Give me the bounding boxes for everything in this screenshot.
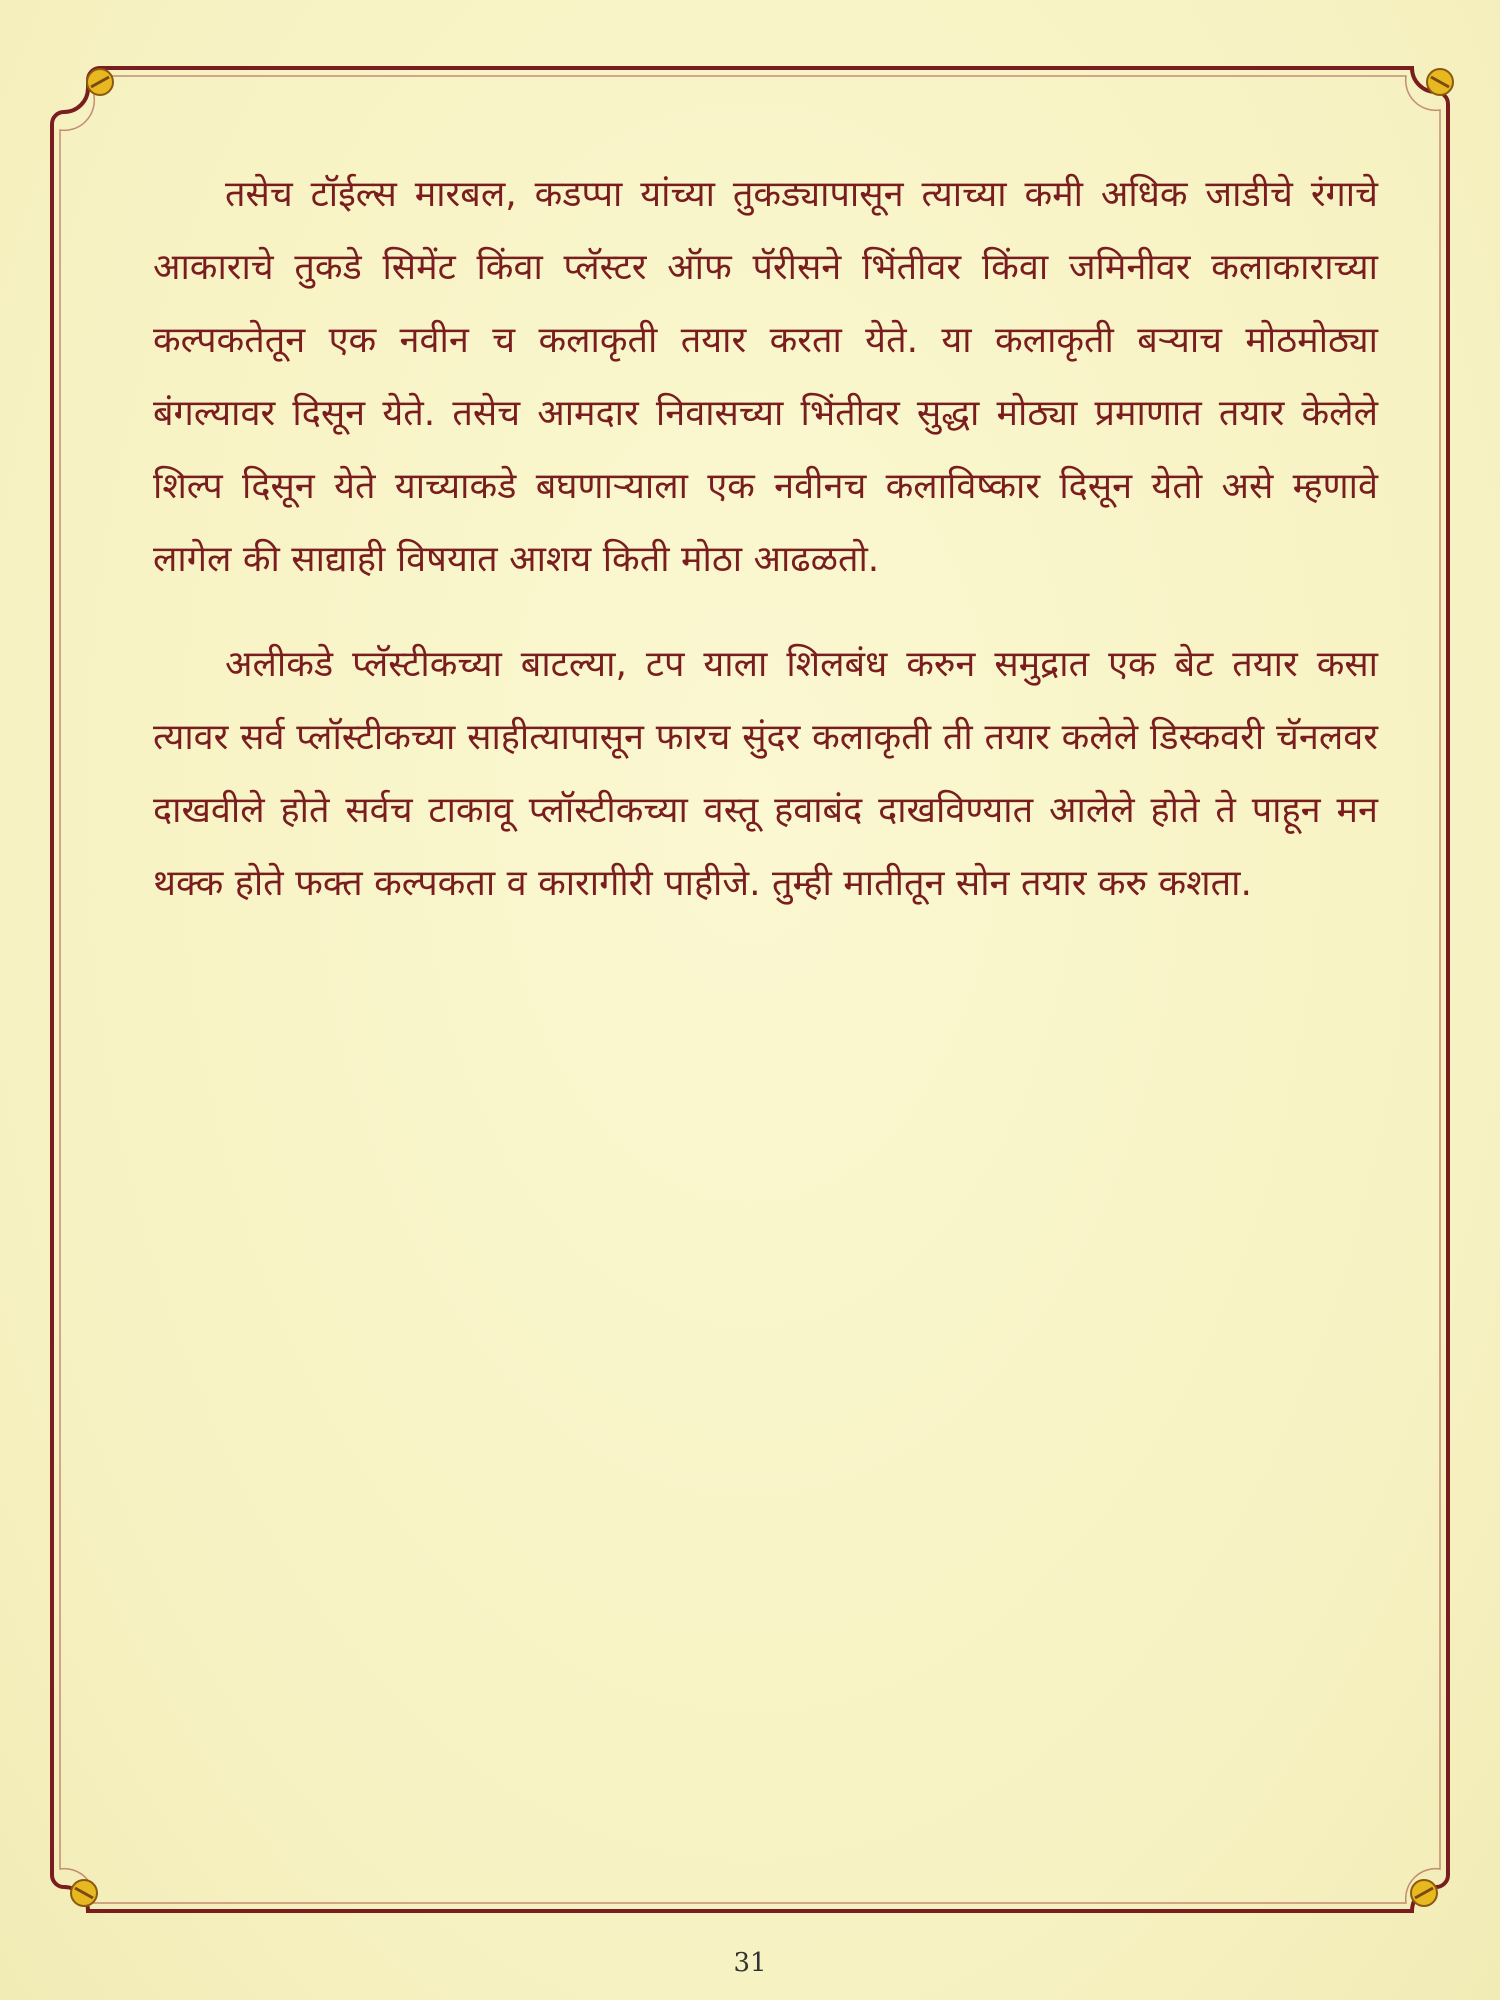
paragraph-1: तसेच टॉईल्स मारबल, कडप्पा यांच्या तुकड्यापासून त्याच्या कमी अधिक जाडीचे रंगाचे आकाराचे तुकडे सिमेंट किंवा प्लॅस्टर ऑफ पॅरीसने भिंतीवर किंवा जमिनीवर कलाकाराच्या कल्पकतेतून एक नवीन च कलाकृती तयार करता येते. या कलाकृती बऱ्याच मोठमोठ्या बंगल्यावर दिसून येते. तसेच आमदार निवासच्या भिंतीवर सुद्धा मोठ्या प्रमाणात तयार केलेले शिल्प दिसून येते याच्याकडे बघणाऱ्याला एक नवीनच कलाविष्कार दिसून येतो असे म्हणावे लागेल की साद्याही विषयात आशय किती मोठा आढळतो. — [153, 174, 1378, 580]
paragraph-2: अलीकडे प्लॅस्टीकच्या बाटल्या, टप याला शिलबंध करुन समुद्रात एक बेट तयार कसा त्यावर सर्व प्लॉस्टीकच्या साहीत्यापासून फारच सुंदर कलाकृती ती तयार कलेले डिस्कवरी चॅनलवर दाखवीले होते सर्वच टाकावू प्लॉस्टीकच्या वस्तू हवाबंद दाखविण्यात आलेले होते ते पाहून मन थक्क होते फक्त कल्पकता व कारागीरी पाहीजे. तुम्ही मातीतून सोन तयार करु कशता. — [153, 644, 1378, 904]
corner-ornament-bottom-right-icon — [1411, 1880, 1437, 1906]
corner-ornament-top-left-icon — [87, 69, 113, 95]
corner-ornament-top-right-icon — [1427, 69, 1453, 95]
corner-ornament-bottom-left-icon — [71, 1880, 97, 1906]
page-body-text — [153, 158, 1378, 920]
page-number: 31 — [733, 1948, 767, 1978]
